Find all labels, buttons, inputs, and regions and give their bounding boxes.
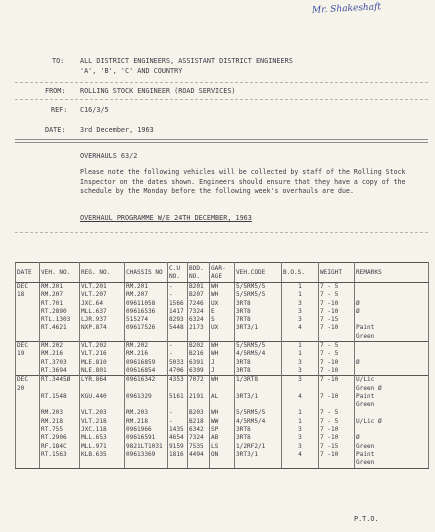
table-cell-reg: JXC.118 bbox=[80, 426, 125, 434]
table-cell-veh: RM.218 bbox=[40, 418, 80, 426]
table-row bbox=[16, 426, 429, 434]
table-cell-bod: B202 bbox=[188, 342, 210, 351]
table-cell-cu bbox=[168, 385, 188, 393]
table-cell-veh: RT.2890 bbox=[40, 308, 80, 316]
table-cell-reg: JXC.64 bbox=[80, 300, 125, 308]
table-cell-bod: 7324 bbox=[188, 434, 210, 442]
table-cell-date bbox=[16, 393, 40, 401]
table-cell-date bbox=[16, 401, 40, 409]
to-line2: 'A', 'B', 'C' AND COUNTRY bbox=[80, 67, 183, 75]
table-row bbox=[16, 300, 429, 308]
table-cell-bod: 7246 bbox=[188, 300, 210, 308]
table-cell-date bbox=[16, 359, 40, 367]
table-cell-chassis: 09616342 bbox=[125, 376, 168, 385]
table-cell-bod: 2173 bbox=[188, 324, 210, 332]
table-cell-weight bbox=[319, 333, 355, 342]
table-cell-date bbox=[16, 324, 40, 332]
table-cell-code: 5/5RM5/5 bbox=[235, 342, 282, 351]
table-cell-reg: NLE.801 bbox=[80, 367, 125, 376]
table-cell-bos bbox=[282, 459, 319, 468]
table-row bbox=[16, 283, 429, 292]
table-cell-bod: B216 bbox=[188, 350, 210, 358]
table-cell-bos: 1 bbox=[282, 342, 319, 351]
column-header: VEH.CODE bbox=[235, 263, 282, 283]
table-cell-remarks: Green bbox=[355, 443, 429, 451]
table-row bbox=[16, 324, 429, 332]
table-cell-bos: 3 bbox=[282, 376, 319, 385]
ref-label: REF: bbox=[51, 106, 68, 114]
table-cell-bod: B207 bbox=[188, 291, 210, 299]
table-row bbox=[16, 376, 429, 385]
table-cell-bos: 3 bbox=[282, 434, 319, 442]
table-cell-weight: 7 -10 bbox=[319, 426, 355, 434]
table-row bbox=[16, 342, 429, 351]
table-cell-code: 4/5RM5/4 bbox=[235, 350, 282, 358]
table-row bbox=[16, 359, 429, 367]
table-cell-garage: ON bbox=[210, 451, 235, 459]
table-cell-bos: 3 bbox=[282, 300, 319, 308]
table-row bbox=[16, 333, 429, 342]
table-cell-bod bbox=[188, 333, 210, 342]
table-cell-code: 3RT3/1 bbox=[235, 324, 282, 332]
table-cell-bod: 2191 bbox=[188, 393, 210, 401]
table-cell-weight: 7 -10 bbox=[319, 393, 355, 401]
table-row bbox=[16, 401, 429, 409]
table-cell-reg: MLE.810 bbox=[80, 359, 125, 367]
table-cell-date bbox=[16, 409, 40, 417]
table-cell-cu bbox=[168, 459, 188, 468]
table-cell-cu: - bbox=[168, 283, 188, 292]
table-row bbox=[16, 409, 429, 417]
table-cell-remarks: Green Ø bbox=[355, 385, 429, 393]
table-cell-bos: 3 bbox=[282, 443, 319, 451]
table-cell-garage: E bbox=[210, 308, 235, 316]
table-cell-chassis: 09616854 bbox=[125, 367, 168, 376]
table-cell-cu: 8293 bbox=[168, 316, 188, 324]
table-cell-chassis: 0961966 bbox=[125, 426, 168, 434]
date-value: 3rd December, 1963 bbox=[80, 126, 154, 134]
table-cell-cu: 1435 bbox=[168, 426, 188, 434]
table-cell-garage: WW bbox=[210, 418, 235, 426]
divider bbox=[15, 139, 428, 140]
divider bbox=[15, 232, 428, 233]
table-cell-bos bbox=[282, 401, 319, 409]
table-body bbox=[16, 283, 429, 469]
table-cell-remarks bbox=[355, 350, 429, 358]
table-cell-weight: 7 -15 bbox=[319, 443, 355, 451]
table-cell-reg: MLL.637 bbox=[80, 308, 125, 316]
table-cell-garage: WH bbox=[210, 409, 235, 417]
table-cell-chassis: 09617526 bbox=[125, 324, 168, 332]
table-cell-remarks: U/Lic bbox=[355, 376, 429, 385]
table-cell-chassis: RM.207 bbox=[125, 291, 168, 299]
table-cell-veh: RT.1563 bbox=[40, 451, 80, 459]
table-cell-cu: 1566 bbox=[168, 300, 188, 308]
body-paragraph: Please note the following vehicles will be collected by staff of the Rolling Stock Inspector on the dates shown. Engineers should ensure that they have a copy of the schedule by the Monday before the following week's overhauls are due. bbox=[80, 168, 406, 196]
table-cell-bos: 1 bbox=[282, 291, 319, 299]
to-line1: ALL DISTRICT ENGINEERS, ASSISTANT DISTRICT ENGINEERS bbox=[80, 57, 293, 65]
table-cell-cu bbox=[168, 333, 188, 342]
table-cell-bos: 3 bbox=[282, 308, 319, 316]
table-cell-chassis: 09616536 bbox=[125, 308, 168, 316]
table-cell-remarks bbox=[355, 409, 429, 417]
table-cell-date: DEC bbox=[16, 376, 40, 385]
table-cell-reg: VLT.201 bbox=[80, 283, 125, 292]
table-cell-garage: UX bbox=[210, 324, 235, 332]
table-cell-cu: - bbox=[168, 342, 188, 351]
table-cell-reg: VLT.202 bbox=[80, 342, 125, 351]
table-cell-veh: RF.184C bbox=[40, 443, 80, 451]
table-cell-cu: 9159 bbox=[168, 443, 188, 451]
table-cell-remarks: Paint bbox=[355, 451, 429, 459]
table-cell-bod: B203 bbox=[188, 409, 210, 417]
table-cell-reg bbox=[80, 333, 125, 342]
table-cell-reg: MLL.971 bbox=[80, 443, 125, 451]
table-cell-date bbox=[16, 333, 40, 342]
table-cell-chassis bbox=[125, 459, 168, 468]
table-cell-weight: 7 - 5 bbox=[319, 350, 355, 358]
table-cell-weight: 7 - 5 bbox=[319, 342, 355, 351]
table-cell-bos: 1 bbox=[282, 418, 319, 426]
table-cell-remarks bbox=[355, 291, 429, 299]
table-cell-veh: RT.3694 bbox=[40, 367, 80, 376]
table-cell-remarks bbox=[355, 342, 429, 351]
section-heading: OVERHAULS 63/2 bbox=[80, 152, 138, 160]
table-cell-bod bbox=[188, 459, 210, 468]
table-cell-bod bbox=[188, 401, 210, 409]
table-cell-date bbox=[16, 426, 40, 434]
table-cell-weight: 7 - 5 bbox=[319, 283, 355, 292]
table-cell-veh bbox=[40, 401, 80, 409]
table-cell-bos: 3 bbox=[282, 426, 319, 434]
table-cell-cu bbox=[168, 401, 188, 409]
table-cell-chassis: 09616591 bbox=[125, 434, 168, 442]
table-cell-weight: 7 -10 bbox=[319, 376, 355, 385]
table-cell-cu: - bbox=[168, 291, 188, 299]
table-cell-veh: RT.3445Ø bbox=[40, 376, 80, 385]
table-cell-bos: 3 bbox=[282, 367, 319, 376]
table-row bbox=[16, 434, 429, 442]
table-cell-date bbox=[16, 300, 40, 308]
table-cell-weight bbox=[319, 385, 355, 393]
table-cell-chassis bbox=[125, 401, 168, 409]
table-cell-weight: 7 -10 bbox=[319, 324, 355, 332]
column-header: REG. NO. bbox=[80, 263, 125, 283]
table-row bbox=[16, 443, 429, 451]
table-cell-chassis: 0961329 bbox=[125, 393, 168, 401]
table-cell-reg bbox=[80, 401, 125, 409]
table-cell-reg: VLT.216 bbox=[80, 350, 125, 358]
ref-value: C16/3/5 bbox=[80, 106, 109, 114]
table-cell-weight: 7 -10 bbox=[319, 367, 355, 376]
table-cell-date: 18 bbox=[16, 291, 40, 299]
table-cell-veh: RM.201 bbox=[40, 283, 80, 292]
table-cell-code: 3RT8 bbox=[235, 434, 282, 442]
table-cell-bos: 3 bbox=[282, 359, 319, 367]
table-cell-date: 19 bbox=[16, 350, 40, 358]
table-cell-date bbox=[16, 308, 40, 316]
table-cell-code: 3RT8 bbox=[235, 308, 282, 316]
table-cell-reg bbox=[80, 385, 125, 393]
table-cell-bod: 6391 bbox=[188, 359, 210, 367]
table-cell-cu: 5033 bbox=[168, 359, 188, 367]
table-cell-code: 1/2RF2/1 bbox=[235, 443, 282, 451]
table-cell-code: 5/5RM5/5 bbox=[235, 283, 282, 292]
column-header: WEIGHT bbox=[319, 263, 355, 283]
table-cell-cu: 5448 bbox=[168, 324, 188, 332]
table-row bbox=[16, 385, 429, 393]
table-cell-cu: 1417 bbox=[168, 308, 188, 316]
date-label: DATE: bbox=[45, 126, 66, 134]
table-cell-reg: KLB.635 bbox=[80, 451, 125, 459]
table-cell-garage: S bbox=[210, 316, 235, 324]
table-cell-chassis: 9821LT1031 bbox=[125, 443, 168, 451]
from-label: FROM: bbox=[45, 87, 66, 95]
table-cell-cu: - bbox=[168, 418, 188, 426]
table-cell-veh: RM.202 bbox=[40, 342, 80, 351]
table-cell-cu: 4654 bbox=[168, 434, 188, 442]
table-row bbox=[16, 451, 429, 459]
table-cell-garage: AB bbox=[210, 434, 235, 442]
table-cell-remarks bbox=[355, 367, 429, 376]
table-cell-remarks: U/Lic Ø bbox=[355, 418, 429, 426]
table-cell-veh: RT.701 bbox=[40, 300, 80, 308]
pto-footer: P.T.O. bbox=[354, 515, 379, 523]
table-cell-code: 3RT3/1 bbox=[235, 393, 282, 401]
column-header: VEH. NO. bbox=[40, 263, 80, 283]
table-cell-veh: RM.203 bbox=[40, 409, 80, 417]
column-header: DATE bbox=[16, 263, 40, 283]
table-cell-code: 4/5RM5/4 bbox=[235, 418, 282, 426]
table-row bbox=[16, 393, 429, 401]
table-header bbox=[16, 263, 429, 283]
table-cell-bod: 6324 bbox=[188, 316, 210, 324]
table-cell-veh bbox=[40, 459, 80, 468]
table-cell-veh: RT.3703 bbox=[40, 359, 80, 367]
table-cell-veh: RTL.1303 bbox=[40, 316, 80, 324]
table-cell-reg: KGU.440 bbox=[80, 393, 125, 401]
table-cell-garage: WH bbox=[210, 376, 235, 385]
table-row bbox=[16, 367, 429, 376]
table-row bbox=[16, 418, 429, 426]
table-row bbox=[16, 316, 429, 324]
table-cell-weight bbox=[319, 459, 355, 468]
table-cell-bos: 1 bbox=[282, 350, 319, 358]
table-cell-remarks bbox=[355, 316, 429, 324]
table-cell-weight: 7 -10 bbox=[319, 359, 355, 367]
table-cell-reg bbox=[80, 459, 125, 468]
table-cell-garage: LS bbox=[210, 443, 235, 451]
handwritten-name: Mr. Shakeshaft bbox=[311, 2, 382, 16]
table-cell-garage: WH bbox=[210, 350, 235, 358]
table-cell-chassis bbox=[125, 385, 168, 393]
table-cell-weight: 7 -15 bbox=[319, 316, 355, 324]
table-cell-garage: J bbox=[210, 367, 235, 376]
table-cell-date bbox=[16, 316, 40, 324]
table-cell-veh: RM.207 bbox=[40, 291, 80, 299]
table-cell-bos bbox=[282, 333, 319, 342]
table-cell-code: 3RT8 bbox=[235, 367, 282, 376]
table-cell-code: 7RT8 bbox=[235, 316, 282, 324]
table-cell-weight: 7 -10 bbox=[319, 451, 355, 459]
column-header: CHASSIS NO bbox=[125, 263, 168, 283]
table-cell-veh bbox=[40, 333, 80, 342]
table-cell-bos: 1 bbox=[282, 409, 319, 417]
divider bbox=[15, 82, 428, 83]
table-cell-veh bbox=[40, 385, 80, 393]
table-cell-garage: WH bbox=[210, 291, 235, 299]
divider bbox=[15, 99, 428, 100]
table-cell-weight: 7 -10 bbox=[319, 308, 355, 316]
table-cell-garage bbox=[210, 333, 235, 342]
table-row bbox=[16, 459, 429, 468]
table-cell-garage: AL bbox=[210, 393, 235, 401]
table-cell-code: 3RT3/1 bbox=[235, 451, 282, 459]
table-cell-veh: RT.1548 bbox=[40, 393, 80, 401]
table-cell-weight: 7 -10 bbox=[319, 434, 355, 442]
table-cell-bod: 6399 bbox=[188, 367, 210, 376]
table-cell-weight: 7 - 5 bbox=[319, 291, 355, 299]
table-cell-remarks: Green bbox=[355, 459, 429, 468]
table-cell-code bbox=[235, 333, 282, 342]
table-cell-garage bbox=[210, 385, 235, 393]
table-cell-chassis: RM.203 bbox=[125, 409, 168, 417]
table-cell-cu: - bbox=[168, 350, 188, 358]
overhaul-table bbox=[15, 262, 429, 469]
table-cell-bos: 3 bbox=[282, 316, 319, 324]
table-cell-date: DEC bbox=[16, 342, 40, 351]
table-cell-remarks: Green bbox=[355, 333, 429, 342]
table-cell-reg: VLT.218 bbox=[80, 418, 125, 426]
table-cell-code: 5/5RM5/5 bbox=[235, 409, 282, 417]
table-cell-weight: 7 -10 bbox=[319, 300, 355, 308]
column-header: BOD. NO. bbox=[188, 263, 210, 283]
table-cell-bod: 7324 bbox=[188, 308, 210, 316]
column-header: C.U NO. bbox=[168, 263, 188, 283]
table-cell-cu: 4353 bbox=[168, 376, 188, 385]
table-row bbox=[16, 291, 429, 299]
table-cell-remarks: Ø bbox=[355, 359, 429, 367]
table-cell-code: 3RT8 bbox=[235, 426, 282, 434]
table-cell-reg: LJR.937 bbox=[80, 316, 125, 324]
table-cell-bod: 7072 bbox=[188, 376, 210, 385]
table-cell-bos bbox=[282, 385, 319, 393]
table-cell-date bbox=[16, 418, 40, 426]
column-header: REMARKS bbox=[355, 263, 429, 283]
table-cell-chassis: RM.218 bbox=[125, 418, 168, 426]
table-cell-code: 3RT8 bbox=[235, 300, 282, 308]
table-cell-remarks: Paint bbox=[355, 324, 429, 332]
table-cell-date bbox=[16, 367, 40, 376]
table-cell-weight: 7 - 5 bbox=[319, 418, 355, 426]
table-cell-cu: - bbox=[168, 409, 188, 417]
table-cell-date bbox=[16, 451, 40, 459]
table-cell-cu: 4706 bbox=[168, 367, 188, 376]
table-cell-remarks: Ø bbox=[355, 300, 429, 308]
from-value: ROLLING STOCK ENGINEER (ROAD SERVICES) bbox=[80, 87, 236, 95]
table-cell-garage: WH bbox=[210, 283, 235, 292]
table-cell-code bbox=[235, 401, 282, 409]
table-cell-cu: 5161 bbox=[168, 393, 188, 401]
table-cell-chassis: RM.202 bbox=[125, 342, 168, 351]
table-cell-code: 3RT8 bbox=[235, 359, 282, 367]
table-cell-remarks: Green bbox=[355, 401, 429, 409]
table-cell-chassis: 09613369 bbox=[125, 451, 168, 459]
table-cell-bos: 1 bbox=[282, 283, 319, 292]
table-cell-code: 5/5RM5/5 bbox=[235, 291, 282, 299]
table-cell-chassis: RM.216 bbox=[125, 350, 168, 358]
table-cell-bos: 4 bbox=[282, 451, 319, 459]
table-cell-garage: SP bbox=[210, 426, 235, 434]
table-cell-bod bbox=[188, 385, 210, 393]
table-cell-veh: RT.4621 bbox=[40, 324, 80, 332]
table-cell-garage bbox=[210, 459, 235, 468]
table-cell-cu: 1816 bbox=[168, 451, 188, 459]
table-cell-veh: RT.2906 bbox=[40, 434, 80, 442]
table-cell-veh: RM.216 bbox=[40, 350, 80, 358]
table-cell-code bbox=[235, 385, 282, 393]
table-cell-date bbox=[16, 434, 40, 442]
table-cell-date bbox=[16, 443, 40, 451]
table-cell-code: 1/3RT8 bbox=[235, 376, 282, 385]
table-cell-bod: 6342 bbox=[188, 426, 210, 434]
table-cell-reg: LYR.864 bbox=[80, 376, 125, 385]
column-header: B.O.S. bbox=[282, 263, 319, 283]
table-row bbox=[16, 350, 429, 358]
table-row bbox=[16, 308, 429, 316]
table-cell-weight bbox=[319, 401, 355, 409]
table-cell-bos: 4 bbox=[282, 324, 319, 332]
table-cell-code bbox=[235, 459, 282, 468]
table-cell-weight: 7 - 5 bbox=[319, 409, 355, 417]
table-cell-garage: J bbox=[210, 359, 235, 367]
table-cell-bod: 4494 bbox=[188, 451, 210, 459]
table-cell-chassis: 515274 bbox=[125, 316, 168, 324]
table-cell-veh: RT.755 bbox=[40, 426, 80, 434]
to-label: TO: bbox=[52, 57, 65, 65]
table-cell-bod: B218 bbox=[188, 418, 210, 426]
table-cell-reg: VLT.203 bbox=[80, 409, 125, 417]
table-cell-date: 20 bbox=[16, 385, 40, 393]
table-cell-date bbox=[16, 459, 40, 468]
table-cell-bod: B201 bbox=[188, 283, 210, 292]
table-cell-reg: VLT.207 bbox=[80, 291, 125, 299]
table-cell-remarks: Paint bbox=[355, 393, 429, 401]
table-cell-date: DEC bbox=[16, 283, 40, 292]
table-cell-chassis: RM.201 bbox=[125, 283, 168, 292]
table-cell-garage: WH bbox=[210, 342, 235, 351]
table-cell-chassis: 09616859 bbox=[125, 359, 168, 367]
table-cell-garage bbox=[210, 401, 235, 409]
divider bbox=[15, 142, 428, 143]
table-cell-remarks: Ø bbox=[355, 434, 429, 442]
table-cell-remarks bbox=[355, 426, 429, 434]
table-cell-chassis: 09611058 bbox=[125, 300, 168, 308]
programme-heading: OVERHAUL PROGRAMME W/E 24TH DECEMBER, 1963 bbox=[80, 214, 252, 222]
table-cell-reg: MLL.653 bbox=[80, 434, 125, 442]
column-header: GAR-AGE bbox=[210, 263, 235, 283]
table-cell-remarks bbox=[355, 283, 429, 292]
table-cell-garage: UX bbox=[210, 300, 235, 308]
table-cell-remarks: Ø bbox=[355, 308, 429, 316]
table-cell-bos: 4 bbox=[282, 393, 319, 401]
table-cell-chassis bbox=[125, 333, 168, 342]
table-cell-bod: 7535 bbox=[188, 443, 210, 451]
table-cell-reg: NXP.874 bbox=[80, 324, 125, 332]
